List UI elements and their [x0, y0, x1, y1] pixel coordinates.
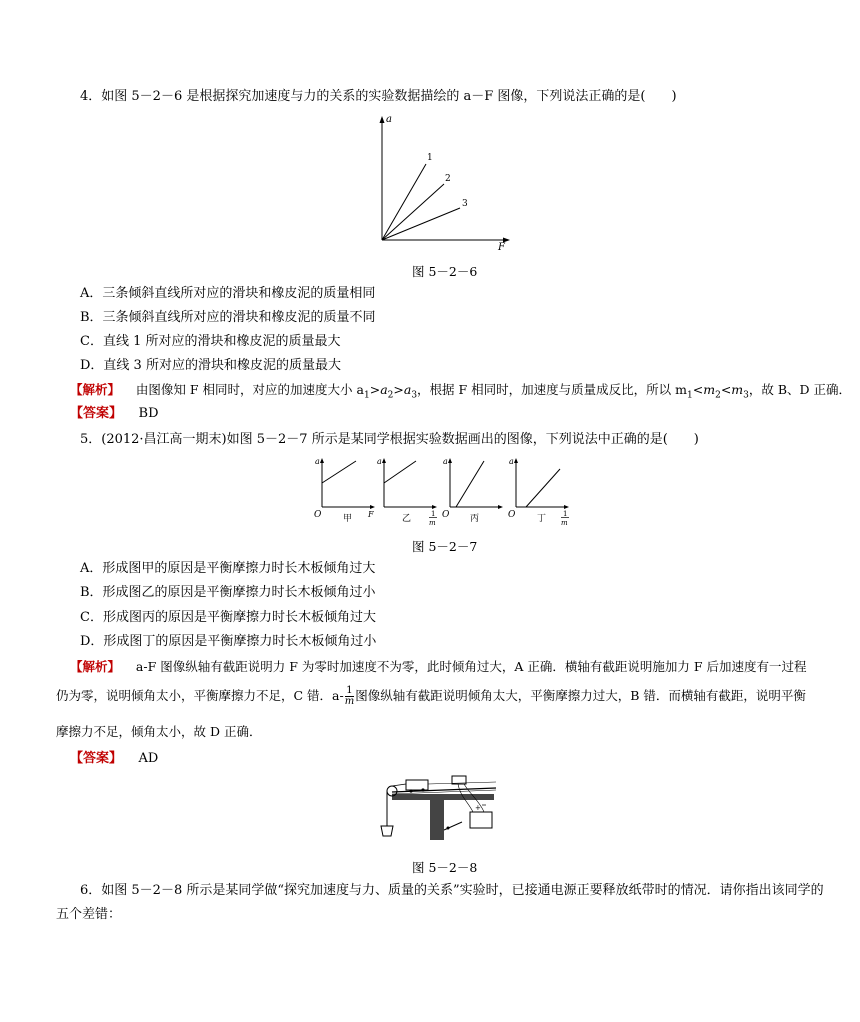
q5-answer-tag: 【答案】	[70, 751, 123, 766]
q5-answer	[70, 750, 158, 768]
q5-option-b: B．形成图乙的原因是平衡摩擦力时长木板倾角过小	[80, 585, 376, 600]
svg-text:a: a	[509, 457, 514, 466]
svg-text:m: m	[561, 519, 568, 527]
svg-text:O: O	[314, 510, 322, 520]
fig6-axis-f: F	[498, 242, 505, 252]
panel-bing	[442, 457, 503, 524]
q5-option-d: D．形成图丁的原因是平衡摩擦力时长木板倾角过小	[80, 634, 377, 649]
svg-text:m: m	[429, 519, 436, 527]
fig6-label-3: 3	[462, 199, 468, 209]
fig6-line-2	[382, 184, 444, 240]
q4-answer-value: BD	[138, 406, 159, 421]
panel-yi-label: 乙	[402, 514, 412, 524]
q4-analysis-tag: 【解析】	[70, 382, 121, 397]
q4-analysis: 【解析】 由图像知 F 相同时，对应的加速度大小 $a_1>a_2>a_3$，根据 F 相同时，加速度与质量成反比，所以 $m_1<m_2<m_3$，故 B、D 正确．	[70, 382, 852, 401]
q4-option-c: C．直线 1 所对应的滑块和橡皮泥的质量最大	[80, 334, 341, 349]
panel-ding	[508, 457, 569, 527]
q5-analysis-line2: 仍为零，说明倾角太小，平衡摩擦力不足，C 错．a- $\frac{1}{m}$ 图像纵轴有截距说明倾角太大，平衡摩擦力过大，B 错．而横轴有截距，说明平衡	[56, 685, 806, 707]
svg-text:+: +	[475, 804, 481, 812]
panel-jia	[314, 457, 375, 524]
svg-text:F: F	[368, 510, 374, 519]
q5-analysis-line3: 摩擦力不足，倾角太小，故 D 正确．	[56, 724, 262, 739]
fig6-label-1: 1	[427, 153, 433, 163]
q4-option-a: A．三条倾斜直线所对应的滑块和橡皮泥的质量相同	[80, 286, 376, 301]
panel-bing-label: 丙	[470, 514, 480, 524]
q5-answer-value: AD	[138, 751, 159, 766]
svg-text:a: a	[443, 457, 448, 466]
q4-option-b: B．三条倾斜直线所对应的滑块和橡皮泥的质量不同	[80, 310, 376, 325]
figure-5-2-7	[310, 455, 580, 530]
fig6-line-3	[382, 208, 460, 240]
caption-5-2-7: 图 5－2－7	[412, 539, 478, 554]
svg-text:1: 1	[563, 510, 568, 518]
q5-stem: 5．(2012·昌江高一期末)如图 5－2－7 所示是某同学根据实验数据画出的图像，下列说法中正确的是( )	[80, 432, 699, 447]
q5-analysis-line1: 【解析】 a-F 图像纵轴有截距说明力 F 为零时加速度不为零，此时倾角过大，A 正确．横轴有截距说明施加力 F 后加速度有一过程	[70, 659, 807, 674]
q6-stem-line2: 五个差错：	[56, 907, 122, 922]
panel-jia-label: 甲	[343, 514, 353, 524]
fig6-label-2: 2	[445, 174, 451, 184]
svg-text:O: O	[508, 510, 516, 520]
q4-option-d: D．直线 3 所对应的滑块和橡皮泥的质量最大	[80, 358, 341, 373]
q5-option-a: A．形成图甲的原因是平衡摩擦力时长木板倾角过大	[80, 561, 376, 576]
svg-text:a: a	[315, 457, 320, 466]
fig6-axis-a: a	[386, 114, 392, 125]
figure-5-2-8	[378, 772, 508, 848]
figure-5-2-6	[370, 112, 520, 252]
q5-analysis-tag: 【解析】	[70, 659, 121, 674]
panel-yi	[377, 457, 437, 527]
svg-text:a: a	[377, 457, 382, 466]
svg-text:1: 1	[431, 510, 436, 518]
q4-answer	[70, 405, 159, 423]
q5-option-c: C．形成图丙的原因是平衡摩擦力时长木板倾角过大	[80, 610, 376, 625]
caption-5-2-8: 图 5－2－8	[412, 860, 478, 875]
q4-stem: 4．如图 5－2－6 是根据探究加速度与力的关系的实验数据描绘的 a－F 图像，下列说法正确的是( )	[80, 89, 677, 104]
q4-answer-tag: 【答案】	[70, 406, 123, 421]
caption-5-2-6: 图 5－2－6	[412, 264, 478, 279]
panel-ding-label: 丁	[537, 514, 547, 524]
q6-stem-line1: 6．如图 5－2－8 所示是某同学做“探究加速度与力、质量的关系”实验时，已接通电源正要释放纸带时的情况．请你指出该同学的	[80, 883, 824, 898]
svg-text:O: O	[442, 510, 450, 520]
fig6-line-1	[382, 164, 426, 240]
